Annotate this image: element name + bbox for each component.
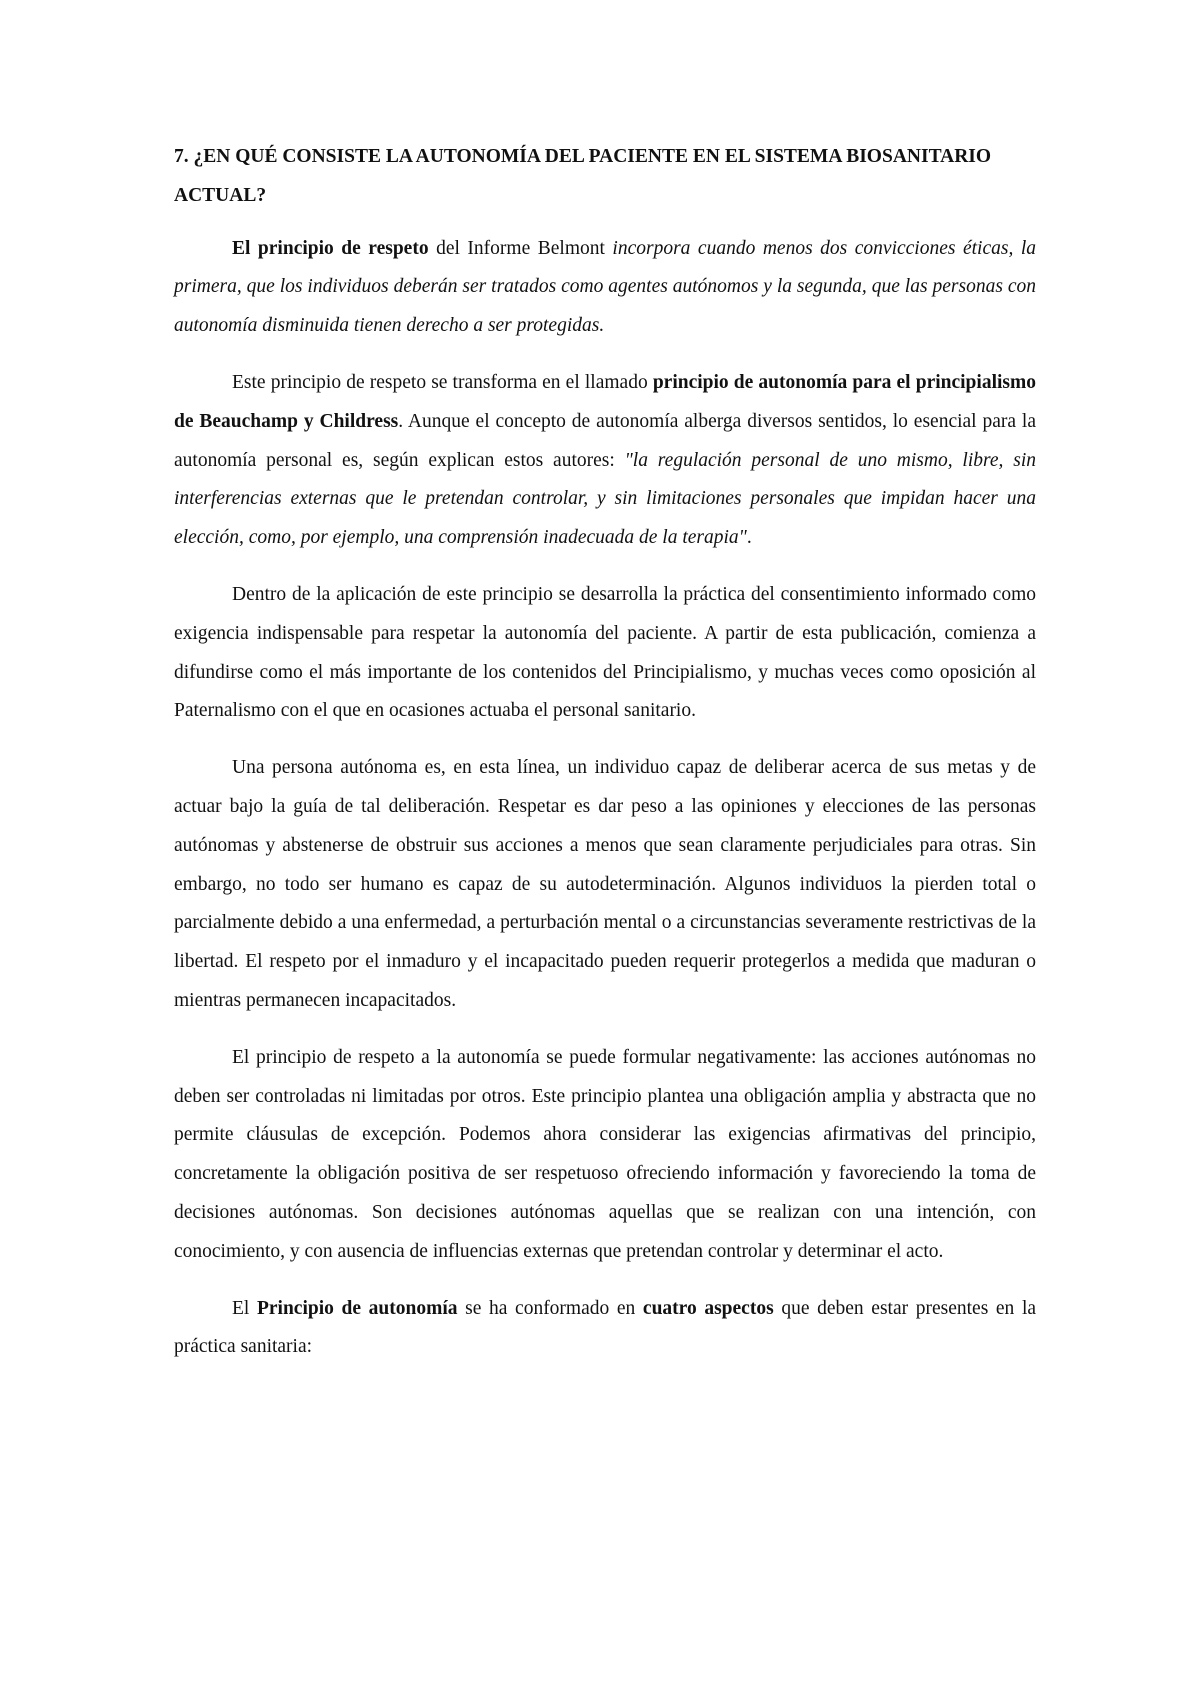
document-page [174, 138, 1036, 1385]
text-run: que deben estar presentes en la práctica sanitaria: [174, 1297, 1037, 1358]
paragraph-principialismo [174, 364, 1036, 558]
text-run: . Aunque el concepto de autonomía alberga diversos sentidos, lo esencial para la autonomía personal es, según explican estos autores: [174, 410, 1036, 471]
paragraph-belmont [174, 230, 1036, 346]
text-run: Este principio de respeto se transforma en el llamado [232, 371, 653, 393]
paragraph-cuatro-aspectos [174, 1290, 1036, 1368]
bold-phrase: cuatro aspectos [642, 1297, 774, 1319]
text-run: . [746, 527, 752, 549]
paragraph-persona-autonoma: Una persona autónoma es, en esta línea, un individuo capaz de deliberar acerca de sus metas y de actuar bajo la guía de tal deliberación. Respetar es dar peso a las opiniones y elecciones de las personas autónomas y abstenerse de obstruir sus acciones a menos que sean claramente perjudiciales para otras. Sin embargo, no todo ser humano es capaz de su autodeterminación. Algunos individuos la pierden total o parcialmente debido a una enfermedad, a perturbación mental o a circunstancias severamente restrictivas de la libertad. El respeto por el inmaduro y el incapacitado pueden requerir protegerlos a medida que maduran o mientras permanecen incapacitados. [174, 757, 1036, 1011]
bold-phrase: Principio de autonomía [256, 1297, 458, 1319]
italic-phrase: incorpora cuando menos dos convicciones éticas, la primera, que los individuos deberán ser tratados como agentes autónomos y la segunda, que las personas con autonomía disminuida tienen derecho a ser protegidas. [174, 237, 1037, 337]
text-run: El [232, 1297, 257, 1319]
italic-quote: "la regulación personal de uno mismo, libre, sin interferencias externas que le pretendan controlar, y sin limitaciones personales que impidan hacer una elección, como, por ejemplo, una comprensión inadecuada de la terapia" [174, 449, 1036, 549]
section-heading: 7. ¿EN QUÉ CONSISTE LA AUTONOMÍA DEL PACIENTE EN EL SISTEMA BIOSANITARIO ACTUAL? [174, 146, 992, 206]
text-run: se ha conformado en [457, 1297, 643, 1319]
bold-phrase: principio de autonomía para el principialismo de Beauchamp y Childress [174, 371, 1036, 432]
text-run: del Informe Belmont [428, 237, 613, 259]
paragraph-formulacion: El principio de respeto a la autonomía se puede formular negativamente: las acciones autónomas no deben ser controladas ni limitadas por otros. Este principio plantea una obligación amplia y abstracta que no permite cláusulas de excepción. Podemos ahora considerar las exigencias afirmativas del principio, concretamente la obligación positiva de ser respetuoso ofreciendo información y favoreciendo la toma de decisiones autónomas. Son decisiones autónomas aquellas que se realizan con una intención, con conocimiento, y con ausencia de influencias externas que pretendan controlar y determinar el acto. [174, 1046, 1036, 1262]
bold-phrase: El principio de respeto [232, 237, 429, 259]
paragraph-consentimiento: Dentro de la aplicación de este principio se desarrolla la práctica del consentimiento informado como exigencia indispensable para respetar la autonomía del paciente. A partir de esta publicación, comienza a difundirse como el más importante de los contenidos del Principialismo, y muchas veces como oposición al Paternalismo con el que en ocasiones actuaba el personal sanitario. [174, 583, 1036, 722]
